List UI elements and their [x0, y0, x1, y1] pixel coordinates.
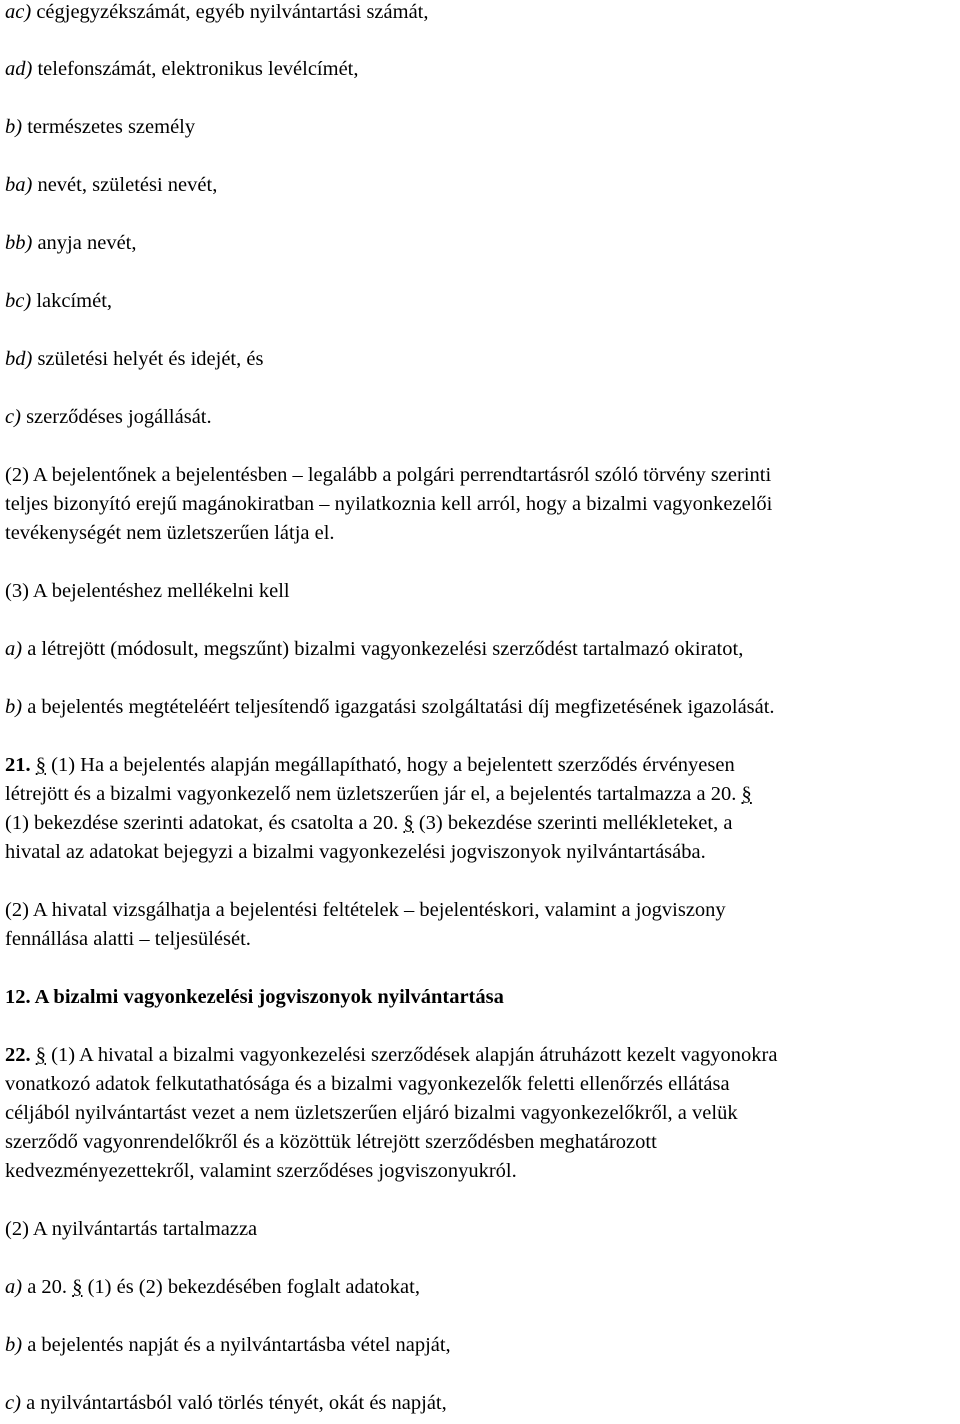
section-21-line-2: [5, 782, 752, 806]
section-21-line-1: [5, 753, 735, 777]
section-21-line-3: [5, 811, 732, 835]
list-item-bb: [5, 231, 137, 255]
section-22-line-4: szerződő vagyonrendelőkről és a közöttük létrejött szerződésben meghatározott: [5, 1131, 657, 1153]
section-number: 21.: [5, 754, 31, 776]
item-label: b): [5, 696, 23, 718]
section-22-line-2: vonatkozó adatok felkutathatósága és a bizalmi vagyonkezelők feletti ellenőrzés ellátása: [5, 1073, 730, 1095]
list-item-22c: [5, 1391, 447, 1415]
item-label: a): [5, 638, 23, 660]
section-22-line-1: [5, 1043, 777, 1067]
section-sign-link[interactable]: §: [403, 812, 414, 834]
list-item-3b: [5, 695, 775, 719]
section-sign[interactable]: §: [35, 754, 46, 776]
section-22-2: (2) A nyilvántartás tartalmazza: [5, 1218, 258, 1240]
item-label: c): [5, 1392, 21, 1414]
section-sign[interactable]: §: [35, 1044, 46, 1066]
item-label: a): [5, 1276, 23, 1298]
section-21-line-4: hivatal az adatokat bejegyzi a bizalmi vagyonkezelési jogviszonyok nyilvántartásába.: [5, 841, 706, 863]
list-item-ad: [5, 57, 359, 81]
item-text: a bejelentés megtételéért teljesítendő igazgatási szolgáltatási díj megfizetésének igazolását.: [22, 696, 775, 718]
chapter-heading: 12. A bizalmi vagyonkezelési jogviszonyok nyilvántartása: [5, 986, 504, 1008]
item-label: b): [5, 116, 23, 138]
item-label: b): [5, 1334, 23, 1356]
list-item-c: [5, 405, 212, 429]
section-text: (1) bekezdése szerinti adatokat, és csatolta a 20.: [5, 812, 404, 834]
section-22-line-5: kedvezményezettekről, valamint szerződéses jogviszonyukról.: [5, 1160, 517, 1182]
item-label: ba): [5, 174, 33, 196]
section-21-2-line-1: (2) A hivatal vizsgálhatja a bejelentési feltételek – bejelentéskori, valamint a jogviszony: [5, 899, 726, 921]
item-label: bb): [5, 232, 33, 254]
item-text: a létrejött (módosult, megszűnt) bizalmi vagyonkezelési szerződést tartalmazó okiratot,: [22, 638, 744, 660]
section-number: 22.: [5, 1044, 31, 1066]
section-sign-link[interactable]: §: [741, 783, 752, 805]
section-22-line-3: céljából nyilvántartást vezet a nem üzletszerűen eljáró bizalmi vagyonkezelőkről, a velük: [5, 1102, 738, 1124]
section-21-2-line-2: fennállása alatti – teljesülését.: [5, 928, 251, 950]
item-text: lakcímét,: [31, 290, 113, 312]
list-item-ba: [5, 173, 217, 197]
item-text: a 20.: [22, 1276, 73, 1298]
paragraph-2-line-1: (2) A bejelentőnek a bejelentésben – legalább a polgári perrendtartásról szóló törvény szerinti: [5, 464, 772, 486]
item-text: (1) és (2) bekezdésében foglalt adatokat,: [82, 1276, 420, 1298]
item-label: ad): [5, 58, 33, 80]
item-label: c): [5, 406, 21, 428]
item-label: ac): [5, 1, 32, 23]
item-text: a nyilvántartásból való törlés tényét, okát és napját,: [20, 1392, 447, 1414]
list-item-b: [5, 115, 195, 139]
section-text: (1) A hivatal a bizalmi vagyonkezelési szerződések alapján átruházott kezelt vagyonokra: [46, 1044, 778, 1066]
section-text: létrejött és a bizalmi vagyonkezelő nem üzletszerűen jár el, a bejelentés tartalmazza a 20.: [5, 783, 742, 805]
item-text: cégjegyzékszámát, egyéb nyilvántartási számát,: [31, 1, 429, 23]
paragraph-2-line-3: tevékenységét nem üzletszerűen látja el.: [5, 522, 335, 544]
list-item-22a: [5, 1275, 420, 1299]
section-text: (3) bekezdése szerinti mellékleteket, a: [413, 812, 733, 834]
item-text: nevét, születési nevét,: [32, 174, 218, 196]
item-text: születési helyét és idejét, és: [32, 348, 264, 370]
list-item-ac: [5, 0, 429, 24]
paragraph-3: (3) A bejelentéshez mellékelni kell: [5, 580, 290, 602]
item-text: telefonszámát, elektronikus levélcímét,: [32, 58, 359, 80]
list-item-22b: [5, 1333, 451, 1357]
item-label: bc): [5, 290, 32, 312]
item-text: a bejelentés napját és a nyilvántartásba vétel napját,: [22, 1334, 451, 1356]
paragraph-2-line-2: teljes bizonyító erejű magánokiratban – nyilatkoznia kell arról, hogy a bizalmi vagyonkezelői: [5, 493, 773, 515]
item-text: természetes személy: [22, 116, 196, 138]
section-sign-link[interactable]: §: [72, 1276, 83, 1298]
list-item-3a: [5, 637, 743, 661]
list-item-bd: [5, 347, 263, 371]
item-text: anyja nevét,: [32, 232, 137, 254]
item-text: szerződéses jogállását.: [20, 406, 212, 428]
item-label: bd): [5, 348, 33, 370]
section-text: (1) Ha a bejelentés alapján megállapítható, hogy a bejelentett szerződés érvényesen: [46, 754, 735, 776]
list-item-bc: [5, 289, 112, 313]
